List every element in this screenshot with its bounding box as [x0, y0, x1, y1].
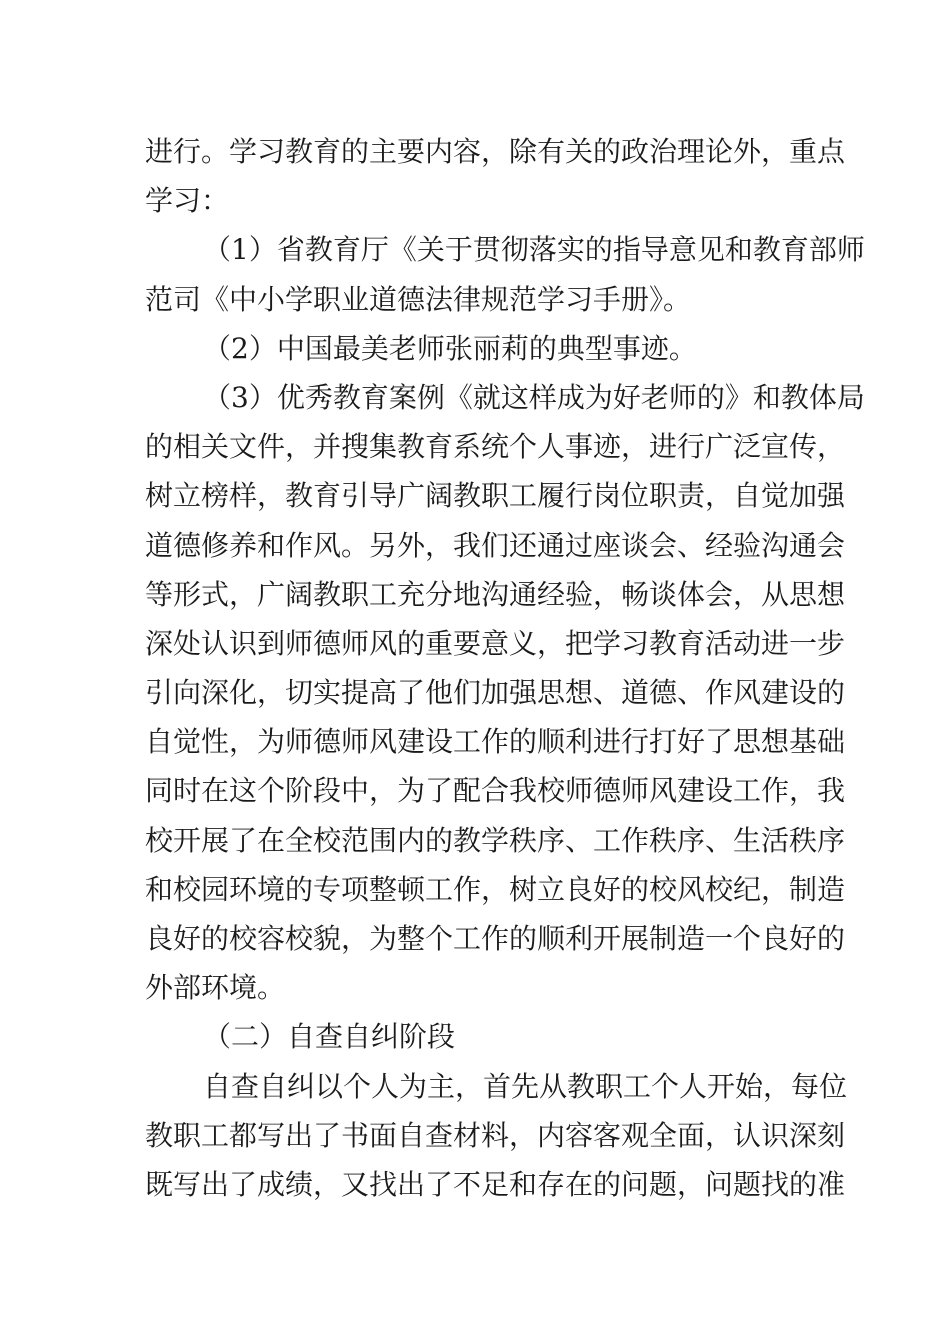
text-line: 的相关文件，并搜集教育系统个人事迹，进行广泛宣传，	[145, 430, 846, 464]
text-line: 范司《中小学职业道德法律规范学习手册》。	[145, 282, 692, 316]
body-text	[145, 127, 865, 1209]
text-line: 同时在这个阶段中，为了配合我校师德师风建设工作，我	[145, 774, 846, 808]
text-line: 教职工都写出了书面自查材料，内容客观全面，认识深刻	[145, 1118, 846, 1152]
text-line: 道德修养和作风。另外，我们还通过座谈会、经验沟通会	[145, 528, 846, 562]
text-line: 引向深化，切实提高了他们加强思想、道德、作风建设的	[145, 676, 846, 710]
text-line: 树立榜样，教育引导广阔教职工履行岗位职责，自觉加强	[145, 479, 846, 513]
text-line: 深处认识到师德师风的重要意义，把学习教育活动进一步	[145, 626, 846, 660]
text-line: 自查自纠以个人为主，首先从教职工个人开始，每位	[203, 1069, 848, 1103]
text-line: 进行。学习教育的主要内容，除有关的政治理论外，重点	[145, 135, 846, 168]
text-line: （1）省教育厅《关于贯彻落实的指导意见和教育部师	[203, 233, 865, 267]
text-line: 自觉性，为师德师风建设工作的顺利进行打好了思想基础	[145, 725, 846, 759]
text-line: 等形式，广阔教职工充分地沟通经验，畅谈体会，从思想	[145, 577, 846, 611]
text-line: （2）中国最美老师张丽莉的典型事迹。	[203, 331, 697, 365]
text-line: （二）自查自纠阶段	[203, 1020, 456, 1054]
text-line: 和校园环境的专项整顿工作，树立良好的校风校纪，制造	[145, 872, 846, 906]
text-line: 学习：	[145, 184, 230, 218]
text-line: 校开展了在全校范围内的教学秩序、工作秩序、生活秩序	[145, 823, 846, 857]
text-line: 既写出了成绩，又找出了不足和存在的问题，问题找的准	[145, 1167, 846, 1201]
text-line: 外部环境。	[145, 971, 286, 1005]
text-line: 良好的校容校貌，为整个工作的顺利开展制造一个良好的	[145, 922, 846, 955]
text-line: （3）优秀教育案例《就这样成为好老师的》和教体局	[203, 380, 865, 414]
